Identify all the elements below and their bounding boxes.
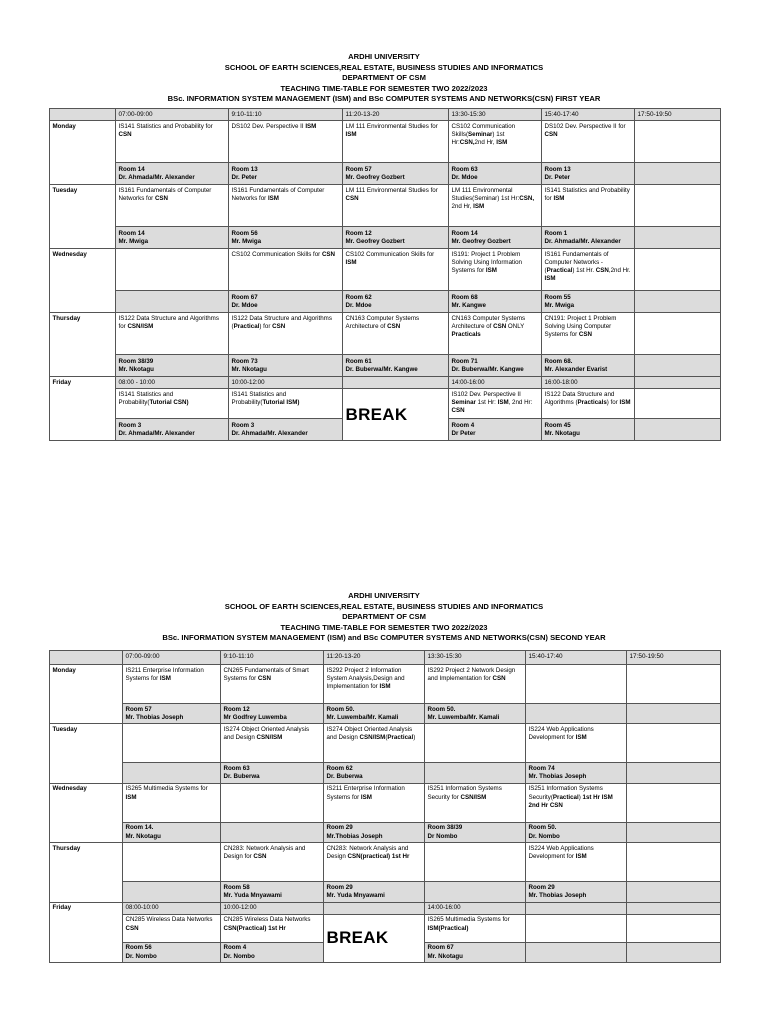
room-cell xyxy=(343,163,449,185)
day-label: Wednesday xyxy=(50,249,116,313)
room-number: Room 56 xyxy=(125,944,152,952)
lecturer-name: Mr. Luwemba/Mr. Kamali xyxy=(326,713,399,721)
header-line: DEPARTMENT OF CSM xyxy=(342,73,426,83)
room-number: Room 14 xyxy=(118,165,145,173)
room-cell xyxy=(526,763,627,783)
course-row xyxy=(50,313,721,355)
lecturer-name: Mr. Nkotagu xyxy=(544,429,580,437)
course-cell: LM 111 Environmental Studies(Seminar) 1st Hr:CSN, 2nd Hr, ISM xyxy=(449,185,542,227)
room-number: Room 38/39 xyxy=(427,824,463,832)
course-cell xyxy=(635,249,721,291)
course-cell: IS122 Data Structure and Algorithms (Practical) for CSN xyxy=(229,313,343,355)
lecturer-name: Mr. Geofrey Gozbert xyxy=(345,173,405,181)
room-number: Room 4 xyxy=(451,421,475,429)
lecturer-name: Dr. Nombo xyxy=(125,952,157,960)
room-cell xyxy=(123,704,221,724)
room-cell xyxy=(116,291,229,313)
room-row xyxy=(50,163,721,185)
course-cell xyxy=(123,724,221,763)
time-slot-header: 13:30-15:30 xyxy=(425,651,526,665)
room-number: Room 50. xyxy=(326,705,355,713)
lecturer-name: Dr. Buberwa/Mr. Kangwe xyxy=(345,365,418,373)
room-cell xyxy=(324,704,425,724)
room-cell xyxy=(221,882,324,902)
course-cell: IS265 Multimedia Systems for ISM xyxy=(123,783,221,822)
course-cell: LM 111 Environmental Studies for CSN xyxy=(343,185,449,227)
room-number: Room 3 xyxy=(118,421,142,429)
lecturer-name: Mr. Alexander Evarist xyxy=(544,365,608,373)
room-number: Room 73 xyxy=(231,357,258,365)
course-row xyxy=(50,843,721,882)
friday-time-row xyxy=(50,377,721,389)
lecturer-name: Dr. Ahmada/Mr. Alexander xyxy=(118,173,195,181)
friday-time-slot: 16:00-18:00 xyxy=(542,377,635,389)
room-cell xyxy=(221,763,324,783)
course-cell: CS102 Communication Skills for CSN xyxy=(229,249,343,291)
room-number: Room 29 xyxy=(528,883,555,891)
room-number: Room 71 xyxy=(451,357,478,365)
course-cell: IS102 Dev. Perspective II Seminar 1st Hr: ISM, 2nd Hr: CSN xyxy=(449,389,542,419)
break-label: BREAK xyxy=(343,389,449,441)
room-number: Room 12 xyxy=(345,229,372,237)
room-number: Room 3 xyxy=(231,421,255,429)
room-row xyxy=(50,822,721,842)
course-cell: IS292 Project 2 Information System Analysis,Design and Implementation for ISM xyxy=(324,665,425,704)
course-cell: CN163 Computer Systems Architecture of CSN xyxy=(343,313,449,355)
course-cell: IS141 Statistics and Probability(Tutorial ISM) xyxy=(229,389,343,419)
friday-time-slot: 10:00-12:00 xyxy=(221,902,324,914)
room-cell xyxy=(116,227,229,249)
course-cell: IS292 Project 2 Network Design and Implementation for CSN xyxy=(425,665,526,704)
time-slot-header: 07:00-09:00 xyxy=(116,109,229,121)
day-label: Friday xyxy=(50,377,116,441)
room-number: Room 58 xyxy=(223,883,250,891)
room-number: Room 67 xyxy=(427,944,454,952)
room-number: Room 4 xyxy=(223,944,247,952)
lecturer-name: Mr. Nkotagu xyxy=(125,832,161,840)
course-cell xyxy=(635,389,721,419)
course-cell: CN283: Network Analysis and Design CSN(practical) 1st Hr xyxy=(324,843,425,882)
lecturer-name: Dr. Buberwa/Mr. Kangwe xyxy=(451,365,524,373)
course-cell xyxy=(627,665,721,704)
room-number: Room 57 xyxy=(345,165,372,173)
course-cell xyxy=(627,724,721,763)
room-cell xyxy=(123,942,221,962)
lecturer-name: Dr. Mdoe xyxy=(345,301,372,309)
friday-time-slot xyxy=(526,902,627,914)
time-slot-header: 17:50-19:50 xyxy=(627,651,721,665)
room-cell xyxy=(449,355,542,377)
course-cell: DS102 Dev. Perspective II for CSN xyxy=(542,121,635,163)
lecturer-name: Mr. Nkotagu xyxy=(427,952,463,960)
room-cell xyxy=(343,355,449,377)
friday-time-row xyxy=(50,902,721,914)
friday-course-row xyxy=(50,389,721,419)
room-cell xyxy=(229,163,343,185)
room-cell xyxy=(526,822,627,842)
header-line: SCHOOL OF EARTH SCIENCES,REAL ESTATE, BUSINESS STUDIES AND INFORMATICS xyxy=(224,601,544,611)
lecturer-name: Dr. Buberwa xyxy=(326,773,363,781)
lecturer-name: Mr Godfrey Luwemba xyxy=(223,713,287,721)
timetable-grid xyxy=(49,108,721,441)
room-cell xyxy=(116,419,229,441)
header-line: SCHOOL OF EARTH SCIENCES,REAL ESTATE, BUSINESS STUDIES AND INFORMATICS xyxy=(224,62,544,72)
course-cell: IS224 Web Applications Development for ISM xyxy=(526,724,627,763)
course-cell: CN285 Wireless Data Networks CSN(Practical) 1st Hr xyxy=(221,914,324,942)
room-number: Room 12 xyxy=(223,705,250,713)
lecturer-name: Mr. Geofrey Gozbert xyxy=(345,237,405,245)
course-cell: IS211 Enterprise Information Systems for ISM xyxy=(324,783,425,822)
course-row xyxy=(50,249,721,291)
room-cell xyxy=(343,227,449,249)
course-cell: CN163 Computer Systems Architecture of CSN ONLY Practicals xyxy=(449,313,542,355)
room-number: Room 38/39 xyxy=(118,357,154,365)
course-cell xyxy=(221,783,324,822)
room-cell xyxy=(635,355,721,377)
room-number: Room 14 xyxy=(451,229,478,237)
room-cell xyxy=(221,822,324,842)
day-label: Tuesday xyxy=(50,724,123,783)
course-cell xyxy=(627,783,721,822)
course-cell: CN285 Wireless Data Networks CSN xyxy=(123,914,221,942)
room-cell xyxy=(221,704,324,724)
room-cell xyxy=(526,942,627,962)
lecturer-name: Dr. Nombo xyxy=(223,952,255,960)
course-cell: IS191: Project 1 Problem Solving Using Information Systems for ISM xyxy=(449,249,542,291)
room-cell xyxy=(449,227,542,249)
room-number: Room 45 xyxy=(544,421,571,429)
room-cell xyxy=(229,355,343,377)
room-cell xyxy=(324,882,425,902)
course-cell xyxy=(627,843,721,882)
course-cell: IS265 Multimedia Systems for ISM(Practical) xyxy=(425,914,526,942)
lecturer-name: Dr. Mdoe xyxy=(231,301,258,309)
room-cell xyxy=(449,291,542,313)
room-number: Room 63 xyxy=(223,764,250,772)
course-row xyxy=(50,121,721,163)
course-cell: IS274 Object Oriented Analysis and Design CSN/ISM xyxy=(221,724,324,763)
room-number: Room 62 xyxy=(326,764,353,772)
room-cell xyxy=(425,822,526,842)
room-cell xyxy=(229,227,343,249)
room-number: Room 55 xyxy=(544,293,571,301)
time-slot-header: 9:10-11:10 xyxy=(221,651,324,665)
friday-time-slot xyxy=(343,377,449,389)
course-cell: CN265 Fundamentals of Smart Systems for CSN xyxy=(221,665,324,704)
lecturer-name: Mr. Mwiga xyxy=(544,301,575,309)
room-row xyxy=(50,355,721,377)
room-cell xyxy=(542,355,635,377)
room-cell xyxy=(635,163,721,185)
course-cell: IS251 Information Systems Security(Practical) 1st Hr ISM 2nd Hr CSN xyxy=(526,783,627,822)
lecturer-name: Mr. Nkotagu xyxy=(231,365,267,373)
day-label: Thursday xyxy=(50,313,116,377)
room-row xyxy=(50,291,721,313)
day-label: Wednesday xyxy=(50,783,123,842)
friday-time-slot xyxy=(635,377,721,389)
room-number: Room 14. xyxy=(125,824,154,832)
room-row xyxy=(50,704,721,724)
room-cell xyxy=(425,882,526,902)
course-cell: IS141 Statistics and Probability for ISM xyxy=(542,185,635,227)
course-row xyxy=(50,724,721,763)
university-name: ARDHI UNIVERSITY xyxy=(348,52,420,61)
room-cell xyxy=(229,419,343,441)
programme-title: BSc. INFORMATION SYSTEM MANAGEMENT (ISM) and BSc COMPUTER SYSTEMS AND NETWORKS(CSN) FIRST YEAR xyxy=(167,94,601,104)
room-number: Room 50. xyxy=(427,705,456,713)
room-cell xyxy=(116,355,229,377)
course-cell: IS161 Fundamentals of Computer Networks -(Practical) 1st Hr. CSN,2nd Hr. ISM xyxy=(542,249,635,291)
time-slot-header: 9:10-11:10 xyxy=(229,109,343,121)
lecturer-name: Dr. Buberwa xyxy=(223,773,260,781)
room-cell xyxy=(627,704,721,724)
lecturer-name: Dr. Ahmada/Mr. Alexander xyxy=(544,237,621,245)
room-cell xyxy=(123,882,221,902)
course-cell: IS224 Web Applications Development for ISM xyxy=(526,843,627,882)
room-cell xyxy=(542,291,635,313)
course-cell: IS161 Fundamentals of Computer Networks for CSN xyxy=(116,185,229,227)
lecturer-name: Mr. Yuda Mnyawami xyxy=(223,891,282,899)
room-cell xyxy=(324,822,425,842)
room-cell xyxy=(542,227,635,249)
room-cell xyxy=(635,227,721,249)
course-cell xyxy=(526,914,627,942)
lecturer-name: Dr Peter xyxy=(451,429,476,437)
day-label: Thursday xyxy=(50,843,123,902)
friday-time-slot: 08:00-10:00 xyxy=(123,902,221,914)
room-row xyxy=(50,763,721,783)
room-number: Room 14 xyxy=(118,229,145,237)
friday-time-slot xyxy=(627,902,721,914)
room-cell xyxy=(449,419,542,441)
room-cell xyxy=(449,163,542,185)
course-row xyxy=(50,783,721,822)
time-slot-header: 13:30-15:30 xyxy=(449,109,542,121)
course-cell xyxy=(425,724,526,763)
lecturer-name: Dr. Nombo xyxy=(528,832,560,840)
course-cell: IS211 Enterprise Information Systems for ISM xyxy=(123,665,221,704)
course-cell: CN283: Network Analysis and Design for CSN xyxy=(221,843,324,882)
lecturer-name: Dr Nombo xyxy=(427,832,458,840)
lecturer-name: Dr. Ahmada/Mr. Alexander xyxy=(118,429,195,437)
time-slot-header-row xyxy=(50,109,721,121)
timetable-header xyxy=(0,52,768,105)
friday-time-slot xyxy=(324,902,425,914)
day-label: Monday xyxy=(50,665,123,724)
lecturer-name: Mr. Yuda Mnyawami xyxy=(326,891,385,899)
course-cell xyxy=(635,185,721,227)
room-number: Room 63 xyxy=(451,165,478,173)
lecturer-name: Mr. Luwemba/Mr. Kamali xyxy=(427,713,500,721)
room-cell xyxy=(635,291,721,313)
course-cell xyxy=(635,313,721,355)
header-line: TEACHING TIME-TABLE FOR SEMESTER TWO 2022/2023 xyxy=(280,83,488,93)
room-number: Room 56 xyxy=(231,229,258,237)
room-cell xyxy=(324,763,425,783)
room-cell xyxy=(425,942,526,962)
lecturer-name: Mr. Nkotagu xyxy=(118,365,154,373)
room-row xyxy=(50,227,721,249)
lecturer-name: Dr. Peter xyxy=(231,173,257,181)
course-cell xyxy=(425,843,526,882)
lecturer-name: Dr. Ahmada/Mr. Alexander xyxy=(231,429,308,437)
friday-time-slot: 10:00-12:00 xyxy=(229,377,343,389)
day-label: Friday xyxy=(50,902,123,963)
lecturer-name: Mr. Thobias Joseph xyxy=(528,891,587,899)
course-cell: IS122 Data Structure and Algorithms (Practicals) for ISM xyxy=(542,389,635,419)
course-cell xyxy=(123,843,221,882)
room-cell xyxy=(526,882,627,902)
friday-time-slot: 14:00-16:00 xyxy=(449,377,542,389)
day-label: Monday xyxy=(50,121,116,185)
time-slot-header: 11:20-13-20 xyxy=(324,651,425,665)
lecturer-name: Mr. Mwiga xyxy=(231,237,262,245)
course-cell: IS274 Object Oriented Analysis and Design CSN/ISM(Practical) xyxy=(324,724,425,763)
room-number: Room 13 xyxy=(231,165,258,173)
lecturer-name: Dr. Mdoe xyxy=(451,173,478,181)
room-number: Room 62 xyxy=(345,293,372,301)
lecturer-name: Mr. Thobias Joseph xyxy=(528,773,587,781)
lecturer-name: Mr.Thobias Joseph xyxy=(326,832,383,840)
lecturer-name: Mr. Mwiga xyxy=(118,237,149,245)
corner-cell xyxy=(50,109,116,121)
room-number: Room 61 xyxy=(345,357,372,365)
room-cell xyxy=(221,942,324,962)
lecturer-name: Mr. Thobias Joseph xyxy=(125,713,184,721)
header-line: DEPARTMENT OF CSM xyxy=(342,612,426,622)
header-line: TEACHING TIME-TABLE FOR SEMESTER TWO 2022/2023 xyxy=(280,622,488,632)
time-slot-header: 17:50-19:50 xyxy=(635,109,721,121)
room-cell xyxy=(123,822,221,842)
room-number: Room 29 xyxy=(326,824,353,832)
break-label: BREAK xyxy=(324,914,425,962)
room-cell xyxy=(542,419,635,441)
course-cell: IS122 Data Structure and Algorithms for CSN/ISM xyxy=(116,313,229,355)
timetable-grid xyxy=(49,650,721,963)
time-slot-header: 15:40-17:40 xyxy=(526,651,627,665)
room-cell xyxy=(635,419,721,441)
course-cell xyxy=(635,121,721,163)
room-cell xyxy=(526,704,627,724)
room-number: Room 13 xyxy=(544,165,571,173)
lecturer-name: Mr. Kangwe xyxy=(451,301,486,309)
room-cell xyxy=(123,763,221,783)
room-cell xyxy=(627,942,721,962)
day-label: Tuesday xyxy=(50,185,116,249)
room-cell xyxy=(116,163,229,185)
course-cell: LM 111 Environmental Studies for ISM xyxy=(343,121,449,163)
friday-course-row xyxy=(50,914,721,942)
timetable-header xyxy=(0,591,768,644)
time-slot-header: 15:40-17:40 xyxy=(542,109,635,121)
friday-time-slot: 08:00 - 10:00 xyxy=(116,377,229,389)
course-cell: IS141 Statistics and Probability(Tutorial CSN) xyxy=(116,389,229,419)
room-cell xyxy=(542,163,635,185)
room-cell xyxy=(627,822,721,842)
course-cell: IS141 Statistics and Probability for CSN xyxy=(116,121,229,163)
room-number: Room 68 xyxy=(451,293,478,301)
room-number: Room 74 xyxy=(528,764,555,772)
course-cell: CS102 Communication Skills for ISM xyxy=(343,249,449,291)
programme-title: BSc. INFORMATION SYSTEM MANAGEMENT (ISM) and BSc COMPUTER SYSTEMS AND NETWORKS(CSN) SECOND YEAR xyxy=(162,633,606,643)
course-cell: CN191: Project 1 Problem Solving Using Computer Systems for CSN xyxy=(542,313,635,355)
lecturer-name: Mr. Geofrey Gozbert xyxy=(451,237,511,245)
course-cell xyxy=(116,249,229,291)
course-cell: DS102 Dev. Perspective II ISM xyxy=(229,121,343,163)
university-name: ARDHI UNIVERSITY xyxy=(348,591,420,600)
corner-cell xyxy=(50,651,123,665)
course-cell: IS161 Fundamentals of Computer Networks for ISM xyxy=(229,185,343,227)
room-row xyxy=(50,882,721,902)
room-cell xyxy=(627,882,721,902)
course-row xyxy=(50,665,721,704)
lecturer-name: Dr. Peter xyxy=(544,173,570,181)
time-slot-header: 11:20-13-20 xyxy=(343,109,449,121)
room-cell xyxy=(229,291,343,313)
course-cell xyxy=(526,665,627,704)
room-cell xyxy=(343,291,449,313)
room-number: Room 1 xyxy=(544,229,568,237)
course-cell: CS102 Communication Skills(Seminar) 1st Hr:CSN,2nd Hr, ISM xyxy=(449,121,542,163)
room-number: Room 29 xyxy=(326,883,353,891)
room-number: Room 67 xyxy=(231,293,258,301)
room-cell xyxy=(425,704,526,724)
room-number: Room 50. xyxy=(528,824,557,832)
course-cell xyxy=(627,914,721,942)
room-number: Room 57 xyxy=(125,705,152,713)
time-slot-header-row xyxy=(50,651,721,665)
course-row xyxy=(50,185,721,227)
time-slot-header: 07:00-09:00 xyxy=(123,651,221,665)
room-cell xyxy=(627,763,721,783)
friday-time-slot: 14:00-16:00 xyxy=(425,902,526,914)
room-number: Room 68. xyxy=(544,357,573,365)
course-cell: IS251 Information Systems Security for CSN/ISM xyxy=(425,783,526,822)
room-cell xyxy=(425,763,526,783)
